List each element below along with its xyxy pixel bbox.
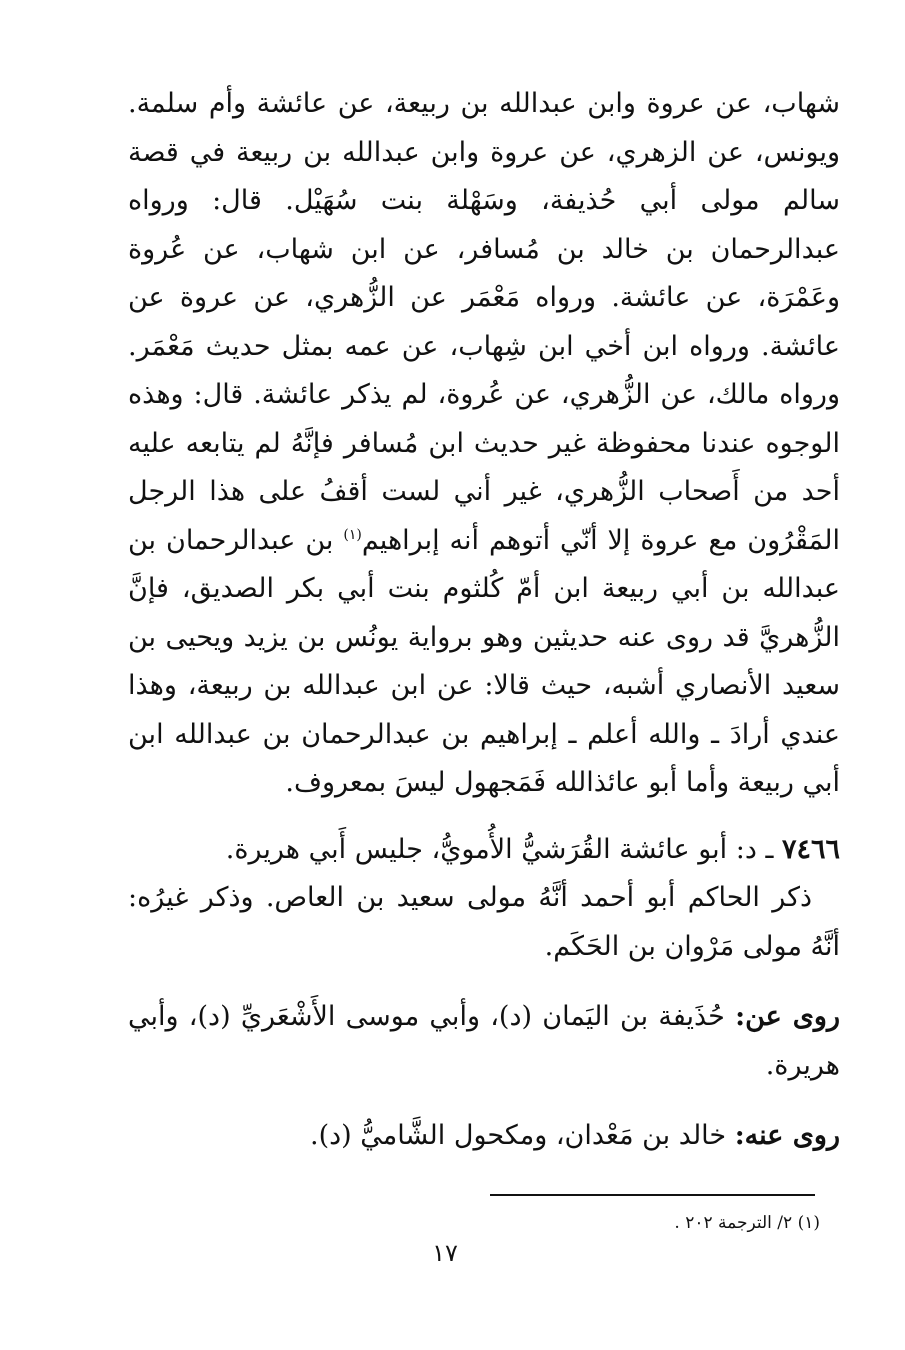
paragraph-text-2: بن عبدالرحمان بن عبدالله بن أبي ربيعة ابن أمّ كُلثوم بنت أبي بكر الصديق، فإنَّ الزُّهريَّ قد روى عنه حديثين وهو برواية يونُس بن يزيد ويحيى بن سعيد الأنصاري أشبه، حيث قالا: عن ابن عبدالله بن ربيعة، وهذا عندي أرادَ ـ والله أعلم ـ إبراهيم بن عبدالرحمان بن عبدالله ابن أبي ربيعة وأما أبو عائذالله فَمَجهول ليسَ بمعروف. <box>128 524 840 798</box>
entry-description: ذكر الحاكم أبو أحمد أنَّهُ مولى سعيد بن العاص. وذكر غيرُه: أنَّهُ مولى مَرْوان بن الحَكَم. <box>128 882 840 962</box>
entry-heading <box>128 826 840 875</box>
paragraph-text-1: شهاب، عن عروة وابن عبدالله بن ربيعة، عن عائشة وأم سلمة. ويونس، عن الزهري، عن عروة وابن عبدالله بن ربيعة في قصة سالم مولى أبي حُذيفة، وسَهْلة بنت سُهَيْل. قال: ورواه عبدالرحمان بن خالد بن مُسافر، عن ابن شهاب، عن عُروة وعَمْرَة، عن عائشة. ورواه مَعْمَر عن الزُّهري، عن عروة عن عائشة. ورواه ابن أخي ابن شِهاب، عن عمه بمثل حديث مَعْمَر. ورواه مالك، عن الزُّهري، عن عُروة، لم يذكر عائشة. قال: وهذه الوجوه عندنا محفوظة غير حديث ابن مُسافر فإنَّهُ لم يتابعه عليه أحد من أَصحاب الزُّهري، غير أني لست أقفُ على هذا الرجل المَقْرُون مع عروة إلا أنّي أتوهم أنه إبراهيم <box>128 88 840 556</box>
narrated-by-section <box>128 1112 840 1161</box>
entry-number: ٧٤٦٦ <box>781 833 840 865</box>
narrated-by-label: روى عنه: <box>734 1120 840 1151</box>
narrated-from-label: روى عن: <box>735 1001 841 1032</box>
page-number: ١٧ <box>432 1239 458 1267</box>
narrated-by-text: خالد بن مَعْدان، ومكحول الشَّاميُّ (د). <box>310 1120 727 1151</box>
entry-title: ـ د: أبو عائشة القُرَشيُّ الأُمويُّ، جليس أَبي هريرة. <box>225 833 774 865</box>
footnote-divider <box>490 1194 815 1196</box>
narrated-from-section <box>128 993 840 1090</box>
narrated-from-text: حُذَيفة بن اليَمان (د)، وأبي موسى الأَشْعَريِّ (د)، وأبي هريرة. <box>128 1001 840 1081</box>
body-text <box>128 80 840 1161</box>
footnote-reference: (١) <box>343 526 362 543</box>
paragraph-isnad-discussion <box>128 80 840 808</box>
footnote: (١) ٢/ الترجمة ٢٠٢ . <box>674 1213 820 1233</box>
